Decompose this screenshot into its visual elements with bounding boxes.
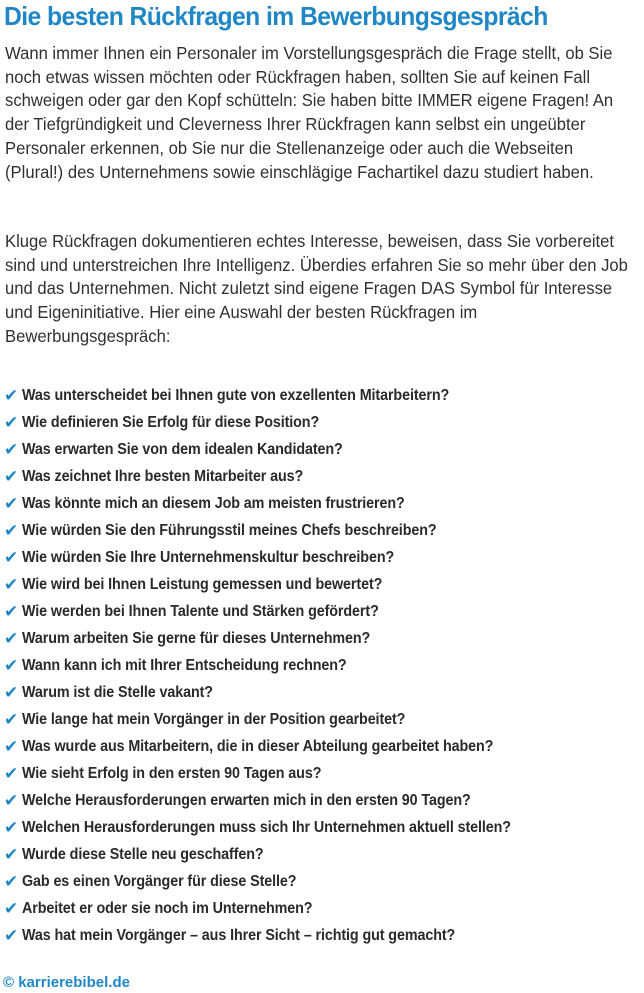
page-title: Die besten Rückfragen im Bewerbungsgespräch [4,1,548,31]
checkmark-icon: ✔ [4,494,19,513]
copyright-footer: © karrierebibel.de [3,974,130,991]
question-text: Welchen Herausforderungen muss sich Ihr Unternehmen aktuell stellen? [22,818,511,836]
question-text: Arbeitet er oder sie noch im Unternehmen? [22,899,313,917]
question-item [4,787,644,814]
question-text: Wie würden Sie den Führungsstil meines Chefs beschreiben? [22,521,437,539]
question-item [4,760,644,787]
question-text: Wie wird bei Ihnen Leistung gemessen und bewertet? [22,575,383,593]
checkmark-icon: ✔ [4,845,19,864]
question-text: Wie lange hat mein Vorgänger in der Position gearbeitet? [22,710,406,728]
question-text: Warum arbeiten Sie gerne für dieses Unternehmen? [22,629,371,647]
question-text: Wie werden bei Ihnen Talente und Stärken gefördert? [22,602,379,620]
question-item [4,706,644,733]
checkmark-icon: ✔ [4,386,19,405]
question-text: Was erwarten Sie von dem idealen Kandidaten? [22,440,343,458]
question-text: Wie sieht Erfolg in den ersten 90 Tagen aus? [22,764,322,782]
question-item [4,571,644,598]
question-item [4,922,644,949]
question-item [4,814,644,841]
checkmark-icon: ✔ [4,899,19,918]
checkmark-icon: ✔ [4,764,19,783]
question-text: Gab es einen Vorgänger für diese Stelle? [22,872,297,890]
checkmark-icon: ✔ [4,818,19,837]
question-text: Welche Herausforderungen erwarten mich in den ersten 90 Tagen? [22,791,471,809]
checkmark-icon: ✔ [4,521,19,540]
checkmark-icon: ✔ [4,872,19,891]
question-item [4,868,644,895]
intro-paragraph-2: Kluge Rückfragen dokumentieren echtes Interesse, beweisen, dass Sie vorbereitet sind und unterstreichen Ihre Intelligenz. Überdies erfahren Sie so mehr über den Job und das Unternehmen. Nicht zuletzt sind eigene Fragen DAS Symbol für Interesse und Eigeninitiative. Hier eine Auswahl der besten Rückfragen im Bewerbungsgespräch: [5,231,628,346]
question-text: Was wurde aus Mitarbeitern, die in dieser Abteilung gearbeitet haben? [22,737,494,755]
question-text: Wann kann ich mit Ihrer Entscheidung rechnen? [22,656,347,674]
checkmark-icon: ✔ [4,791,19,810]
question-text: Was unterscheidet bei Ihnen gute von exzellenten Mitarbeitern? [22,386,450,404]
question-item [4,463,644,490]
question-item [4,598,644,625]
question-item [4,733,644,760]
question-text: Wie würden Sie Ihre Unternehmenskultur beschreiben? [22,548,395,566]
checkmark-icon: ✔ [4,926,19,945]
question-item [4,679,644,706]
checkmark-icon: ✔ [4,467,19,486]
question-text: Wie definieren Sie Erfolg für diese Position? [22,413,320,431]
checkmark-icon: ✔ [4,575,19,594]
question-item [4,409,644,436]
question-list [4,382,644,949]
question-text: Wurde diese Stelle neu geschaffen? [22,845,264,863]
question-text: Was könnte mich an diesem Job am meisten frustrieren? [22,494,405,512]
question-item [4,382,644,409]
checkmark-icon: ✔ [4,683,19,702]
checkmark-icon: ✔ [4,440,19,459]
question-text: Was hat mein Vorgänger – aus Ihrer Sicht – richtig gut gemacht? [22,926,456,944]
question-item [4,625,644,652]
checkmark-icon: ✔ [4,710,19,729]
question-item [4,544,644,571]
question-item [4,436,644,463]
checkmark-icon: ✔ [4,629,19,648]
checkmark-icon: ✔ [4,413,19,432]
question-item [4,490,644,517]
question-item [4,841,644,868]
question-text: Was zeichnet Ihre besten Mitarbeiter aus? [22,467,304,485]
checkmark-icon: ✔ [4,656,19,675]
checkmark-icon: ✔ [4,737,19,756]
checkmark-icon: ✔ [4,548,19,567]
question-item [4,652,644,679]
question-item [4,517,644,544]
question-item [4,895,644,922]
intro-paragraph-1: Wann immer Ihnen ein Personaler im Vorstellungsgespräch die Frage stellt, ob Sie noch etwas wissen möchten oder Rückfragen haben, sollten Sie auf keinen Fall schweigen oder gar den Kopf schütteln: Sie haben bitte IMMER eigene Fragen! An der Tiefgründigkeit und Cleverness Ihrer Rückfragen kann selbst ein ungeübter Personaler erkennen, ob Sie nur die Stellenanzeige oder auch die Webseiten (Plural!) des Unternehmens sowie einschlägige Fachartikel dazu studiert haben. [5,43,614,182]
question-text: Warum ist die Stelle vakant? [22,683,213,701]
checkmark-icon: ✔ [4,602,19,621]
